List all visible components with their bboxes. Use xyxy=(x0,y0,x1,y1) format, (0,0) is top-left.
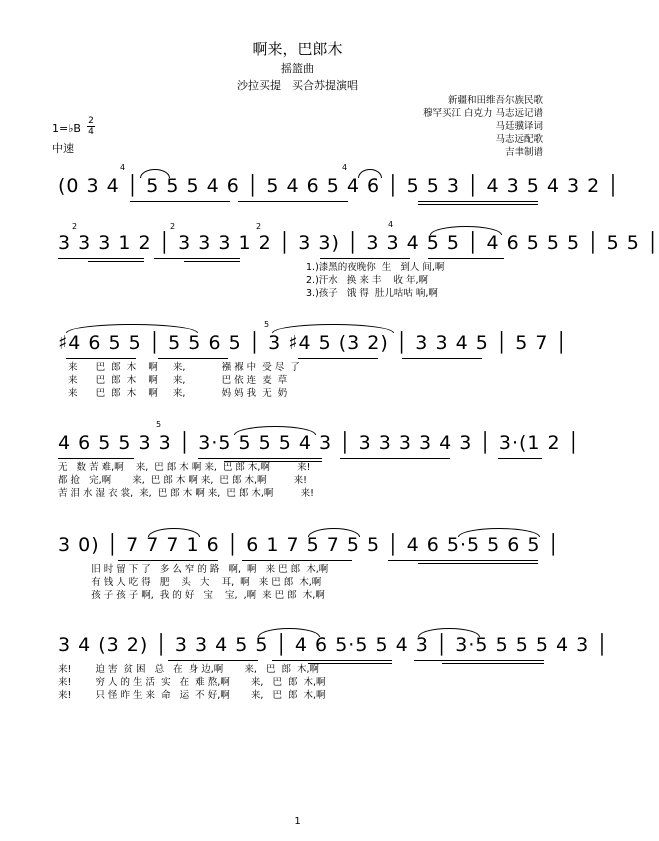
lyric-line: 来! 穷 人 的 生 活 实 在 难 熬,啊 来, 巴 郎 木,啊 xyxy=(58,677,326,688)
performers: 沙拉买提 买合苏提演唱 xyxy=(237,79,358,92)
lyric-line: 孩 子 孩 子 啊, 我 的 好 宝 宝, ,啊 来 巴 郎 木,啊 xyxy=(58,590,325,601)
lyric-line: 旧 时 留 下 了 多 么 窄 的 路 啊, 啊 来 巴 郎 木,啊 xyxy=(58,564,329,575)
lyric-line: 来 巴 郎 木 啊 来, 妈 妈 我 无 奶 xyxy=(68,388,288,399)
credit-line: 吉聿制谱 xyxy=(504,147,543,158)
lyric-line: 来 巴 郎 木 啊 来, 巴 依 连 麦 草 xyxy=(68,375,288,386)
notation-line: 4 6 5 5 3 3 │ 3·5 5 5 5 4 3 │ 3 3 3 3 4 3 │ 3·(1 2 │ xyxy=(58,432,581,454)
lyric-line: 来 巴 郎 木 啊 来, 襁 褓 中 受 尽 了 xyxy=(68,362,300,373)
score-system: 3 3 3 1 2 │ 3 3 3 1 2 │ 3 3) │ 3 3 4 5 5 │ 4 6 5 5 5 │ 5 5 │ 2 2 2 4 1.)漆黑的夜晚你 生 到人 间,啊 2.)汗水 换 来 丰 收 年,啊 3.)孩子 饿 得 肚儿咕咕 响,啊 xyxy=(58,220,659,299)
time-top: 2 xyxy=(88,116,94,126)
key-signature: 1=♭B xyxy=(52,122,81,135)
credit-line: 马廷骥译词 xyxy=(495,121,543,132)
song-subtitle: 摇篮曲 xyxy=(281,62,314,75)
credit-line: 马志远配歌 xyxy=(495,134,543,145)
lyric-line: 来! 只 怪 昨 生 来 命 运 不 好,啊 来, 巴 郎 木,啊 xyxy=(58,690,326,701)
lyric-line: 有 钱 人 吃 得 肥 头 大 耳, 啊 来 巴 郎 木,啊 xyxy=(58,577,322,588)
time-signature xyxy=(87,116,95,137)
song-title: 啊来，巴郎木 xyxy=(252,40,343,58)
notation-line: 3 0) │ 7 7 7 1 6 │ 6 1 7 5 7 5 5 │ 4 6 5·5 5 6 5 │ xyxy=(58,534,560,556)
lyric-line: 苦 泪 水 湿 衣 裳, 来, 巴 郎 木 啊 来, 巴 郎 木,啊 来! xyxy=(58,488,314,499)
score-system: ♯4 6 5 5 │ 5 5 6 5 │ 3 ♯4 5 (3 2) │ 3 3 4 5 │ 5 7 │ 5 来 巴 郎 木 啊 来, 襁 褓 中 受 尽 了 来 巴 郎 木 啊 来, 巴 依 连 麦 草 来 巴 郎 木 啊 来, 妈 妈 我 无 奶 xyxy=(58,320,568,399)
notation-line: 3 3 3 1 2 │ 3 3 3 1 2 │ 3 3) │ 3 3 4 5 5 │ 4 6 5 5 5 │ 5 5 │ xyxy=(58,232,659,254)
score-system: 4 6 5 5 3 3 │ 3·5 5 5 5 4 3 │ 3 3 3 3 4 3 │ 3·(1 2 │ 5 无 数 苦 难,啊 来, 巴 郎 木 啊 来, 巴 郎 木,啊 来! 都 抢 完,啊 来, 巴 郎 木 啊 来, 巴 郎 木,啊 来! 苦 泪 水 湿 衣 裳, 来, 巴 郎 木 啊 来, 巴 郎 木,啊 来! xyxy=(58,420,581,499)
credit-line: 新疆和田维吾尔族民歌 xyxy=(447,95,543,106)
lyric-line: 1.)漆黑的夜晚你 生 到人 间,啊 xyxy=(306,262,445,273)
tempo-marking: 中速 xyxy=(52,142,74,155)
lyric-line: 来! 迫 害 贫 困 总 在 身 边,啊 来, 巴 郎 木,啊 xyxy=(58,664,320,675)
page-number: 1 xyxy=(294,816,301,827)
lyric-line: 3.)孩子 饿 得 肚儿咕咕 响,啊 xyxy=(306,288,438,299)
score-system: (0 3 4 │ 5 5 5 4 6 │ 5 4 6 5 4 6 │ 5 5 3 │ 4 3 5 4 3 2 │ 4 4 xyxy=(58,173,546,293)
lyric-line: 无 数 苦 难,啊 来, 巴 郎 木 啊 来, 巴 郎 木,啊 来! xyxy=(58,462,311,473)
notation-line: (0 3 4 │ 5 5 5 4 6 │ 5 4 6 5 4 6 │ 5 5 3 │ 4 3 5 4 3 2 │ xyxy=(58,175,620,197)
notation-line: 3 4 (3 2) │ 3 3 4 5 5 │ 4 6 5·5 5 4 3 │ 3·5 5 5 5 4 3 │ xyxy=(58,634,609,656)
score-system xyxy=(58,632,609,752)
lyric-line: 都 抢 完,啊 来, 巴 郎 木 啊 来, 巴 郎 木,啊 来! xyxy=(58,475,307,486)
notation-line: ♯4 6 5 5 │ 5 5 6 5 │ 3 ♯4 5 (3 2) │ 3 3 4 5 │ 5 7 │ xyxy=(58,332,568,354)
credit-line: 穆罕买江 白克力 马志远记谱 xyxy=(422,108,543,119)
time-bottom: 4 xyxy=(88,127,94,137)
lyric-line: 2.)汗水 换 来 丰 收 年,啊 xyxy=(306,275,428,286)
